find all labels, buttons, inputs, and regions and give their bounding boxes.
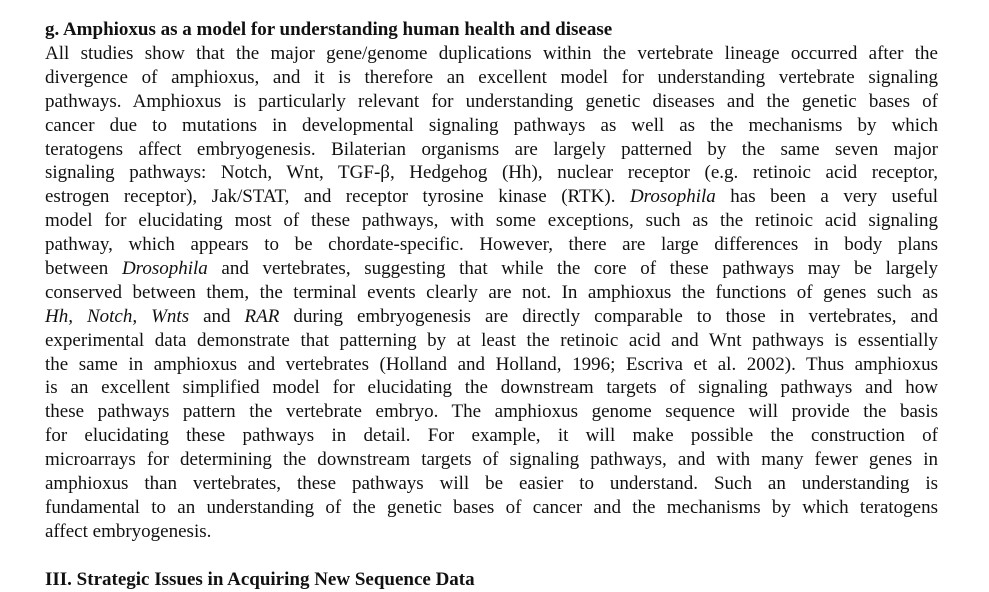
line-text: between (45, 258, 122, 280)
paragraph-line (45, 448, 938, 472)
line-text: signaling pathways: Notch, Wnt, TGF-β, Hedgehog (Hh), nuclear receptor (e.g. retinoic acid receptor, (45, 162, 938, 184)
paragraph-line (45, 281, 938, 305)
line-text: pathway, which appears to be chordate-specific. However, there are large differences in body plans (45, 234, 938, 256)
paragraph-line (45, 90, 938, 114)
paragraph-line (45, 353, 938, 377)
line-text: teratogens affect embryogenesis. Bilaterian organisms are largely patterned by the same seven major (45, 138, 938, 160)
line-text: fundamental to an understanding of the genetic bases of cancer and the mechanisms by which teratogens (45, 496, 938, 518)
line-text: divergence of amphioxus, and it is therefore an excellent model for understanding vertebrate signaling (45, 66, 938, 88)
next-section-heading: III. Strategic Issues in Acquiring New Sequence Data (45, 569, 475, 590)
paragraph-line (45, 209, 938, 233)
paragraph-line (45, 305, 938, 329)
line-text: microarrays for determining the downstream targets of signaling pathways, and with many fewer genes in (45, 449, 938, 471)
line-text: affect embryogenesis. (45, 520, 212, 542)
line-text: model for elucidating most of these pathways, with some exceptions, such as the retinoic acid signaling (45, 210, 938, 232)
paragraph-line (45, 66, 938, 90)
paragraph-line (45, 42, 938, 66)
line-text: amphioxus than vertebrates, these pathways will be easier to understand. Such an understanding is (45, 473, 938, 495)
paragraph-line (45, 161, 938, 185)
paragraph-line (45, 400, 938, 424)
paragraph-line (45, 472, 938, 496)
section-paragraph (45, 42, 938, 544)
italic-term: Drosophila (629, 186, 716, 208)
line-text: experimental data demonstrate that patterning by at least the retinoic acid and Wnt pathways is essentially (45, 329, 938, 351)
line-text: has been a very useful (715, 186, 938, 208)
line-text: during embryogenesis are directly comparable to those in vertebrates, and (279, 305, 938, 327)
line-text: conserved between them, the terminal events clearly are not. In amphioxus the functions of genes such as (45, 281, 938, 303)
line-text: for elucidating these pathways in detail. For example, it will make possible the construction of (45, 425, 938, 447)
line-text: and (189, 305, 245, 327)
paragraph-line (45, 233, 938, 257)
section-heading: g. Amphioxus as a model for understanding human health and disease (45, 19, 613, 40)
paragraph-line (45, 520, 938, 544)
italic-term: Drosophila (121, 258, 208, 280)
paragraph-line (45, 114, 938, 138)
line-text: is an excellent simplified model for elucidating the downstream targets of signaling pathways and how (45, 377, 938, 399)
italic-term: Hh, Notch, Wnts (45, 305, 190, 327)
line-text: pathways. Amphioxus is particularly relevant for understanding genetic diseases and the genetic bases of (45, 90, 938, 112)
italic-term: RAR (244, 305, 280, 327)
line-text: cancer due to mutations in developmental signaling pathways as well as the mechanisms by which (45, 114, 938, 136)
line-text: and vertebrates, suggesting that while the core of these pathways may be largely (207, 258, 938, 280)
paragraph-line (45, 329, 938, 353)
paragraph-line (45, 138, 938, 162)
line-text: estrogen receptor), Jak/STAT, and receptor tyrosine kinase (RTK). (45, 186, 630, 208)
paragraph-line (45, 376, 938, 400)
paragraph-line (45, 257, 938, 281)
line-text: All studies show that the major gene/genome duplications within the vertebrate lineage occurred after the (45, 43, 938, 64)
line-text: these pathways pattern the vertebrate embryo. The amphioxus genome sequence will provide the basis (45, 401, 938, 423)
paragraph-line (45, 424, 938, 448)
line-text: the same in amphioxus and vertebrates (Holland and Holland, 1996; Escriva et al. 2002). Thus amphioxus (45, 353, 938, 375)
paragraph-line (45, 496, 938, 520)
document-page (45, 18, 938, 544)
paragraph-line (45, 185, 938, 209)
